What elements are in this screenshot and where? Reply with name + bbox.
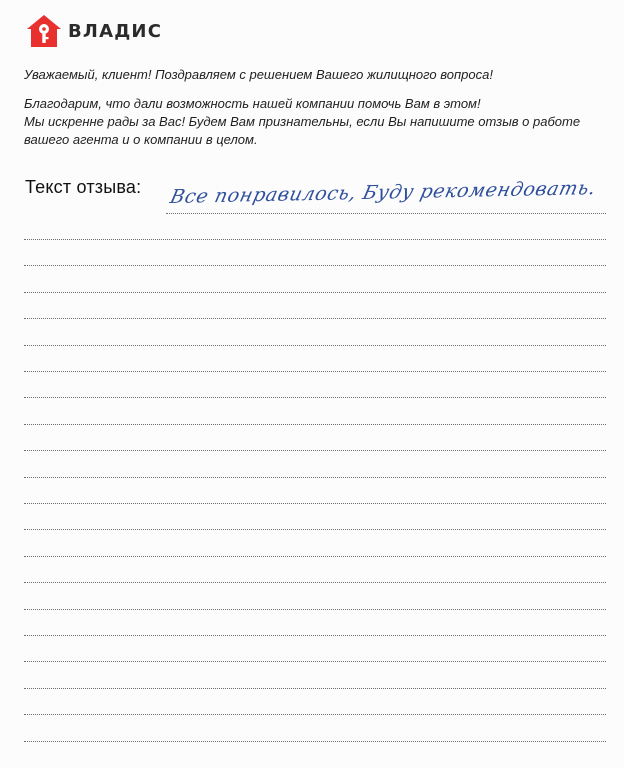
writing-line (24, 529, 606, 530)
writing-line (24, 318, 606, 319)
review-label: Текст отзыва: (25, 177, 142, 197)
writing-line (24, 450, 606, 451)
request-paragraph (24, 95, 604, 149)
writing-line (24, 582, 606, 583)
writing-line (24, 345, 606, 346)
writing-line (24, 477, 606, 478)
writing-line (24, 503, 606, 504)
writing-line (24, 609, 606, 610)
writing-line (24, 556, 606, 557)
writing-line (24, 714, 606, 715)
request-text-line-1: Мы искренне рады за Вас! Будем Вам признательны, если Вы напишите отзыв о работе (24, 114, 581, 129)
writing-line (24, 741, 606, 742)
writing-line (24, 635, 606, 636)
handwritten-review[interactable]: Все понравилось, Буду рекомендовать. (168, 177, 599, 208)
house-key-icon (26, 14, 62, 48)
writing-line (24, 661, 606, 662)
writing-line (24, 397, 606, 398)
writing-line (166, 213, 606, 214)
writing-line (24, 239, 606, 240)
writing-line (24, 371, 606, 372)
greeting-text: Уважаемый, клиент! Поздравляем с решением Вашего жилищного вопроса! (24, 67, 493, 82)
thanks-text: Благодарим, что дали возможность нашей компании помочь Вам в этом! (24, 96, 481, 111)
brand-name: ВЛАДИС (68, 20, 163, 42)
request-text-line-2: вашего агента и о компании в целом. (24, 132, 258, 147)
writing-line (24, 424, 606, 425)
writing-line (24, 265, 606, 266)
greeting-paragraph (24, 66, 604, 84)
writing-line (24, 292, 606, 293)
brand-logo (26, 14, 162, 48)
writing-line (24, 688, 606, 689)
